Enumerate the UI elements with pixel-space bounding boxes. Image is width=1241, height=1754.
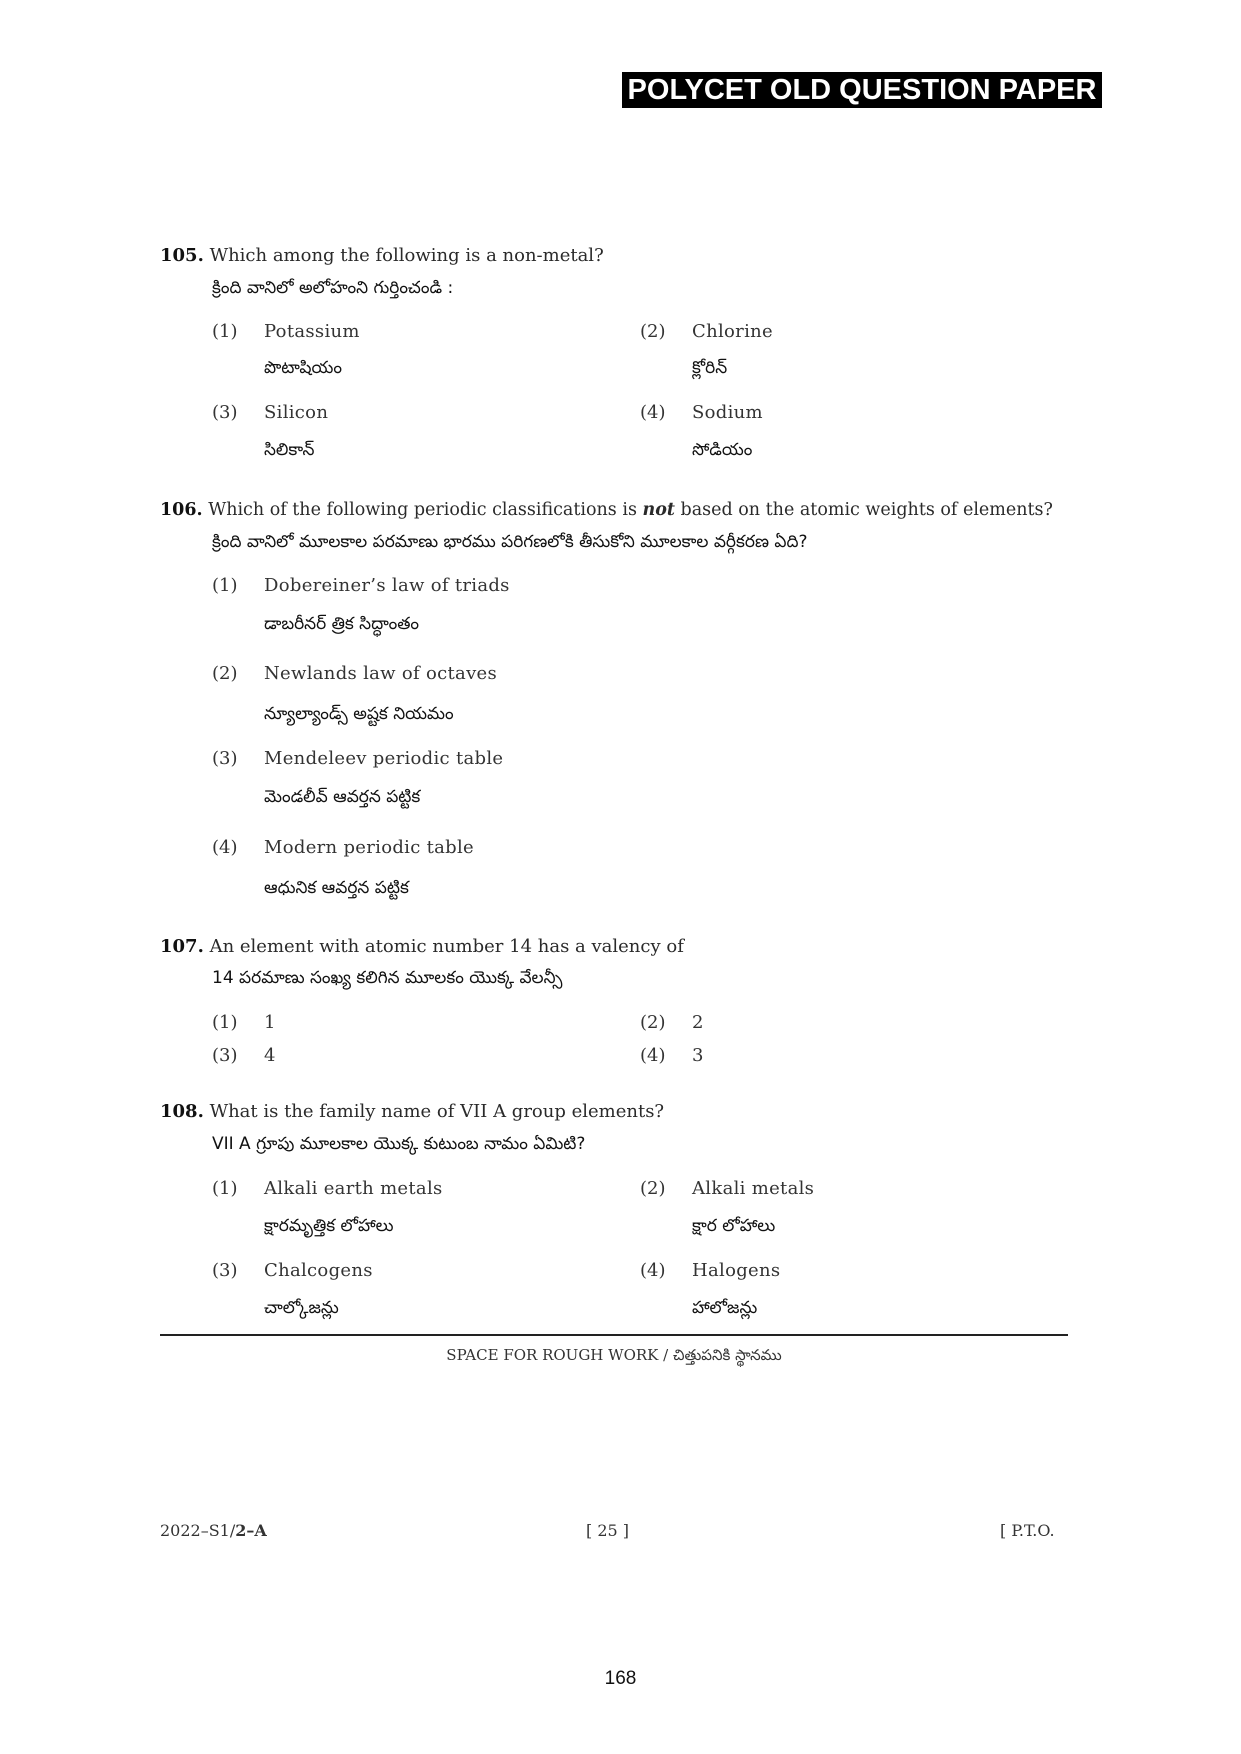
question-108-telugu: VII A గ్రూపు మూలకాల యొక్క కుటుంబ నామం ఏమిటి? xyxy=(212,1134,586,1154)
option-telugu: ఆధునిక ఆవర్తన పట్టిక xyxy=(264,878,409,898)
question-105-telugu: క్రింది వానిలో అలోహంని గుర్తించండి : xyxy=(212,278,454,298)
option-number: (1) xyxy=(212,1012,238,1033)
option-text: Halogens xyxy=(692,1260,781,1281)
option-text: Newlands law of octaves xyxy=(264,663,498,684)
rough-work-te: చిత్తుపనికి స్థానము xyxy=(672,1346,782,1364)
option-number: (3) xyxy=(212,748,238,769)
option-telugu: మెండలీవ్ ఆవర్తన పట్టిక xyxy=(264,787,421,807)
option-text: Potassium xyxy=(264,321,360,342)
question-number: 108. xyxy=(160,1101,204,1122)
paper-code-set: 2–A xyxy=(235,1521,267,1540)
option-text: Alkali earth metals xyxy=(264,1178,443,1199)
option-text: 2 xyxy=(692,1012,704,1033)
option-number: (2) xyxy=(640,1012,666,1033)
question-emphasis: not xyxy=(642,500,675,520)
question-105 xyxy=(160,244,604,268)
paper-code xyxy=(160,1520,267,1542)
option-number: (3) xyxy=(212,402,238,423)
option-number: (1) xyxy=(212,575,238,596)
question-108 xyxy=(160,1100,664,1124)
option-text: Modern periodic table xyxy=(264,837,475,858)
question-107 xyxy=(160,935,684,959)
option-text: 3 xyxy=(692,1045,704,1066)
header-banner: POLYCET OLD QUESTION PAPER xyxy=(622,72,1102,108)
option-telugu: పొటాషియం xyxy=(264,358,342,378)
option-number: (2) xyxy=(640,1178,666,1199)
question-106-telugu: క్రింది వానిలో మూలకాల పరమాణు భారము పరిగణలోకి తీసుకోని మూలకాల వర్గీకరణ ఏది? xyxy=(212,532,808,552)
divider-rule xyxy=(160,1334,1068,1336)
option-telugu: హాలోజన్లు xyxy=(692,1298,758,1318)
option-text: Alkali metals xyxy=(692,1178,815,1199)
question-text: An element with atomic number 14 has a valency of xyxy=(209,936,684,957)
option-text: 1 xyxy=(264,1012,276,1033)
option-text: Chlorine xyxy=(692,321,773,342)
option-number: (4) xyxy=(640,1045,666,1066)
option-telugu: క్షారమృత్తిక లోహాలు xyxy=(264,1216,394,1236)
rough-work-en: SPACE FOR ROUGH WORK / xyxy=(446,1346,673,1364)
option-text: Dobereiner’s law of triads xyxy=(264,575,510,596)
question-text: What is the family name of VII A group elements? xyxy=(209,1101,665,1122)
option-number: (3) xyxy=(212,1045,238,1066)
question-number: 105. xyxy=(160,245,204,266)
option-text: Chalcogens xyxy=(264,1260,373,1281)
question-107-telugu: 14 పరమాణు సంఖ్య కలిగిన మూలకం యొక్క వేలన్సీ xyxy=(212,968,563,988)
option-telugu: చాల్కోజన్లు xyxy=(264,1298,339,1318)
option-number: (3) xyxy=(212,1260,238,1281)
question-text: Which among the following is a non-metal? xyxy=(209,245,604,266)
question-number: 107. xyxy=(160,936,204,957)
option-text: Mendeleev periodic table xyxy=(264,748,504,769)
option-telugu: క్లోరిన్ xyxy=(692,358,728,378)
option-text: Silicon xyxy=(264,402,329,423)
option-telugu: డాబరీనర్ త్రిక సిద్ధాంతం xyxy=(264,614,420,634)
question-number: 106. xyxy=(160,500,203,520)
option-number: (2) xyxy=(212,663,238,684)
option-telugu: న్యూల్యాండ్స్ అష్టక నియమం xyxy=(264,704,454,724)
question-106 xyxy=(160,498,1053,522)
page-number: 168 xyxy=(604,1668,637,1689)
question-text: Which of the following periodic classifications is xyxy=(208,500,643,520)
option-number: (1) xyxy=(212,321,238,342)
page-indicator: [ 25 ] xyxy=(586,1521,630,1540)
option-number: (4) xyxy=(640,1260,666,1281)
pto-label: [ P.T.O. xyxy=(1000,1521,1055,1540)
option-number: (4) xyxy=(640,402,666,423)
rough-work-label xyxy=(160,1344,1068,1366)
option-number: (2) xyxy=(640,321,666,342)
option-telugu: క్షార లోహాలు xyxy=(692,1216,776,1236)
question-text-end: based on the atomic weights of elements? xyxy=(674,500,1053,520)
option-number: (4) xyxy=(212,837,238,858)
option-text: 4 xyxy=(264,1045,276,1066)
option-text: Sodium xyxy=(692,402,763,423)
option-telugu: సిలికాన్ xyxy=(264,440,315,460)
paper-code-prefix: 2022–S1/ xyxy=(160,1521,236,1540)
option-telugu: సోడియం xyxy=(692,440,753,460)
option-number: (1) xyxy=(212,1178,238,1199)
